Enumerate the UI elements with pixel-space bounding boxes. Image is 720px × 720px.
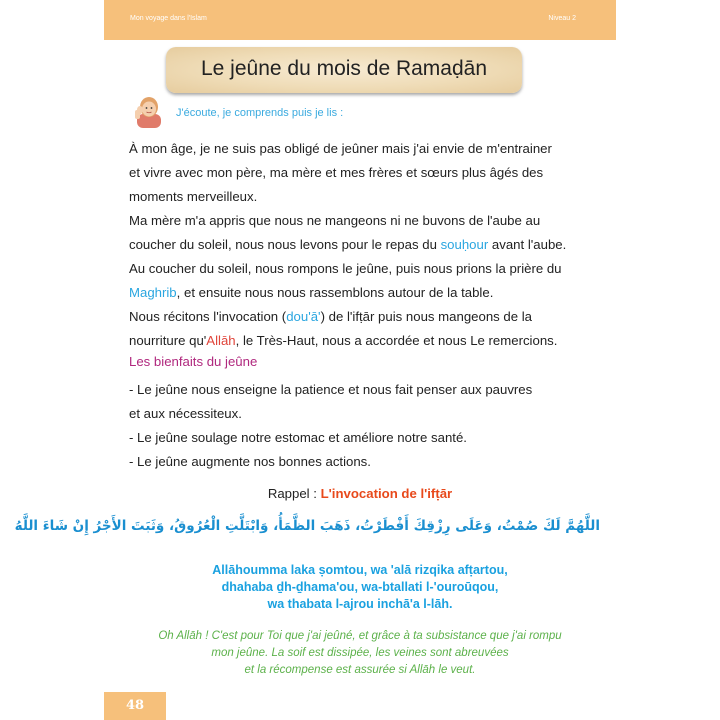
- text-line: À mon âge, je ne suis pas obligé de jeûner mais j'ai envie de m'entrainer: [129, 141, 552, 156]
- story-text: [129, 137, 569, 353]
- term-doua: dou'ā': [286, 309, 321, 324]
- rappel-highlight: L'invocation de l'ifṭār: [320, 486, 453, 501]
- list-item: - Le jeûne augmente nos bonnes actions.: [129, 454, 371, 469]
- text-line: Maghrib, et ensuite nous nous rassemblons autour de la table.: [129, 285, 494, 300]
- text-line: Nous récitons l'invocation (dou'ā') de l'ifṭār puis nous mangeons de la: [129, 309, 533, 324]
- transliteration: Allāhoumma laka ṣomtou, wa 'alā rizqika afṭartou, dhahaba ḏh-ḏhama'ou, wa-btallati l-'ouroūqou, wa thabata l-ajrou inchā'a l-lāh.: [212, 563, 508, 611]
- text-line: Ma mère m'a appris que nous ne mangeons ni ne buvons de l'aube au: [129, 213, 541, 228]
- rappel-heading: Rappel : L'invocation de l'ifṭār: [267, 486, 453, 501]
- text-line: et vivre avec mon père, ma mère et mes frères et sœurs plus âgés des: [129, 165, 544, 180]
- list-item: - Le jeûne nous enseigne la patience et nous fait penser aux pauvres: [129, 382, 533, 397]
- benefits-list: [129, 378, 569, 474]
- list-item: - Le jeûne soulage notre estomac et améliore notre santé.: [129, 430, 467, 445]
- text-line: nourriture qu'Allāh, le Très-Haut, nous a accordée et nous Le remercions.: [129, 333, 558, 348]
- list-item: et aux nécessiteux.: [129, 406, 242, 421]
- translation: Oh Allāh ! C'est pour Toi que j'ai jeûné, et grâce à ta subsistance que j'ai rompu mon jeûne. La soif est dissipée, les veines sont abreuvées et la récompense est assurée si Allāh le veut.: [158, 630, 562, 676]
- term-souhour: souḥour: [440, 237, 489, 252]
- child-listening-icon: [131, 92, 167, 128]
- page-title: Le jeûne du mois de Ramaḍān: [200, 57, 488, 80]
- header-bar: [104, 0, 616, 40]
- section-title-benefits: Les bienfaits du jeûne: [129, 354, 258, 369]
- term-allah: Allāh: [206, 333, 236, 348]
- page-number-badge: [104, 692, 166, 720]
- term-maghrib: Maghrib: [129, 285, 177, 300]
- text-line: Au coucher du soleil, nous rompons le jeûne, puis nous prions la prière du: [129, 261, 562, 276]
- text-line: coucher du soleil, nous nous levons pour le repas du souḥour avant l'aube.: [129, 237, 567, 252]
- title-banner: [166, 47, 522, 93]
- page-number: 48: [125, 698, 145, 713]
- level-label: Niveau 2: [548, 15, 576, 22]
- arabic-invocation: اللَّهُمَّ لَكَ صُمْتُ، وَعَلَى رِزْقِكَ أَفْطَرْتُ، ذَهَبَ الظَّمَأُ، وَابْتَلَّتِ الْعُرُوقُ، وَثَبَتَ الأَجْرُ إِنْ شَاءَ اللَّهُ: [14, 518, 600, 534]
- book-title: Mon voyage dans l'Islam: [130, 15, 207, 22]
- text-line: moments merveilleux.: [129, 189, 258, 204]
- instruction-text: J'écoute, je comprends puis je lis :: [176, 107, 344, 119]
